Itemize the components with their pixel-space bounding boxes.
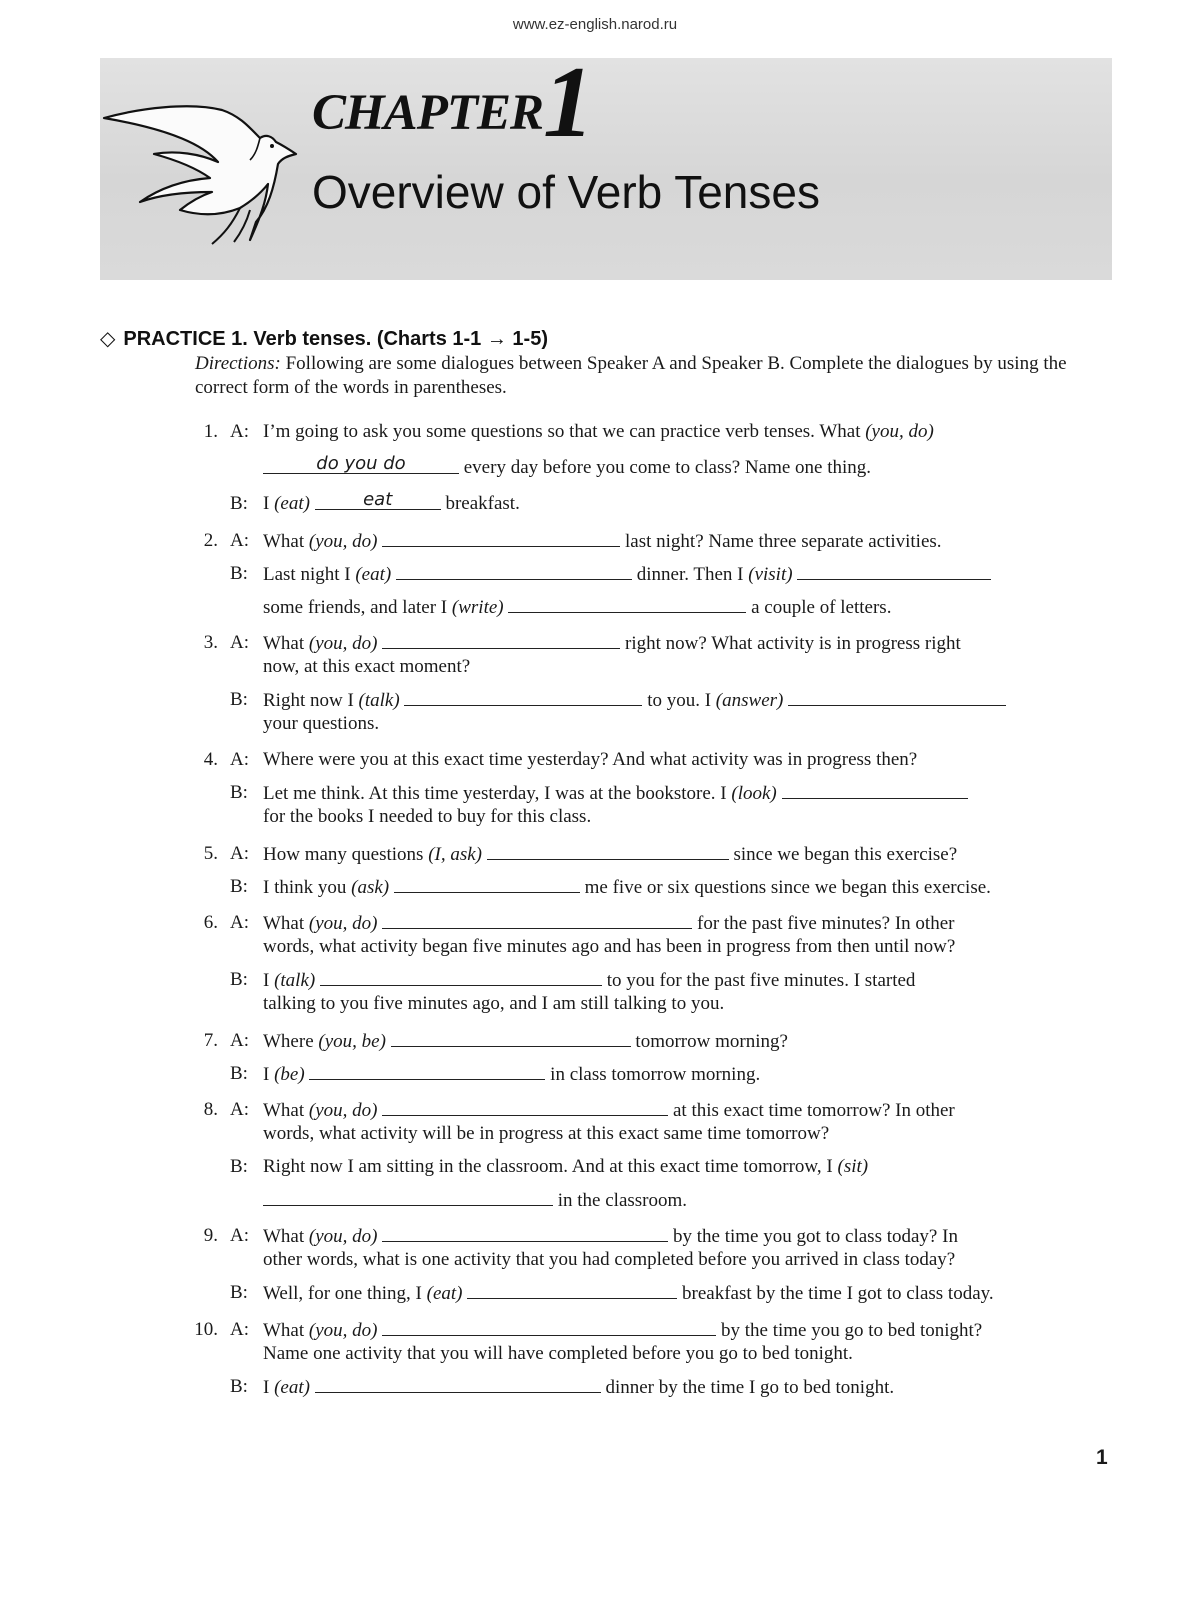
verb-cue: (eat) [274, 1377, 310, 1398]
item-text: tomorrow morning? [635, 1031, 788, 1052]
item-number: 3. [203, 632, 218, 653]
practice-number: PRACTICE 1. [123, 328, 248, 350]
item-text: dinner by the time I go to bed tonight. [605, 1377, 895, 1398]
item-line [263, 420, 1103, 444]
verb-cue: (you, do) [308, 633, 378, 654]
item-text: I’m going to ask you some questions so that we can practice verb tenses. What [263, 421, 861, 442]
item-text: Well, for one thing, I [263, 1283, 422, 1304]
speaker-b: B: [230, 689, 248, 710]
item-line [263, 562, 1103, 587]
item-line [263, 529, 1103, 554]
item-text: at this exact time tomorrow? In other [673, 1100, 955, 1121]
chapter-number: 1 [543, 46, 594, 159]
answer-blank[interactable] [382, 1318, 716, 1336]
verb-cue: (you, do) [308, 913, 378, 934]
item-text: breakfast. [445, 493, 520, 514]
item-text: What [263, 633, 305, 654]
item-text: I [263, 1064, 270, 1085]
answer-blank[interactable] [315, 1375, 601, 1393]
practice-subheading: Verb tenses. (Charts 1-1 → 1-5) [253, 328, 548, 350]
item-line [263, 1318, 1103, 1343]
verb-cue: (you, do) [308, 531, 378, 552]
item-text: What [263, 1100, 305, 1121]
item-line [263, 842, 1103, 867]
answer-blank[interactable] [309, 1062, 545, 1080]
speaker-a: A: [230, 632, 249, 653]
item-text: What [263, 913, 305, 934]
item-line [263, 1098, 1103, 1123]
item-line [263, 1281, 1103, 1306]
item-line [263, 1062, 1103, 1087]
verb-cue: (you, do) [308, 1226, 378, 1247]
speaker-a: A: [230, 1225, 249, 1246]
answer-blank[interactable] [263, 453, 459, 474]
item-number: 7. [203, 1030, 218, 1051]
item-number: 4. [203, 749, 218, 770]
item-line: Name one activity that you will have completed before you go to bed tonight. [263, 1343, 853, 1364]
answer-blank[interactable] [396, 562, 632, 580]
answer-blank[interactable] [508, 595, 746, 613]
practice-heading [100, 326, 548, 351]
item-text: Where [263, 1031, 314, 1052]
speaker-b: B: [230, 1376, 248, 1397]
answer-blank[interactable] [797, 562, 991, 580]
item-line: for the books I needed to buy for this class. [263, 806, 592, 827]
source-url: www.ez-english.narod.ru [512, 16, 678, 33]
item-text: me five or six questions since we began this exercise. [584, 877, 991, 898]
item-text: What [263, 531, 305, 552]
answer-blank[interactable] [382, 631, 620, 649]
speaker-b: B: [230, 1156, 248, 1177]
handwritten-answer: do you do [316, 453, 406, 474]
item-text: every day before you come to class? Name one thing. [463, 457, 872, 478]
verb-cue: (eat) [426, 1283, 463, 1304]
answer-blank[interactable] [382, 911, 692, 929]
item-text: I [263, 493, 270, 514]
item-line: words, what activity began five minutes ago and has been in progress from then until now? [263, 936, 956, 957]
answer-blank[interactable] [391, 1029, 631, 1047]
speaker-b: B: [230, 493, 248, 514]
item-line [263, 1155, 1103, 1179]
speaker-a: A: [230, 749, 249, 770]
answer-blank[interactable] [320, 968, 602, 986]
answer-blank[interactable] [382, 1098, 668, 1116]
item-line [263, 688, 1103, 713]
item-text: breakfast by the time I got to class today. [682, 1283, 994, 1304]
item-text: a couple of letters. [751, 597, 892, 618]
answer-blank[interactable] [788, 688, 1006, 706]
page-number: 1 [1096, 1446, 1108, 1469]
item-text: I [263, 970, 270, 991]
speaker-a: A: [230, 421, 249, 442]
answer-blank[interactable] [394, 875, 580, 893]
item-line: talking to you five minutes ago, and I am still talking to you. [263, 993, 725, 1014]
answer-blank[interactable] [315, 489, 441, 510]
verb-cue: (answer) [715, 690, 784, 711]
item-line [263, 1224, 1103, 1249]
item-text: by the time you go to bed tonight? [721, 1320, 983, 1341]
speaker-a: A: [230, 1319, 249, 1340]
diamond-icon: ◇ [100, 328, 116, 350]
speaker-a: A: [230, 912, 249, 933]
item-line [263, 911, 1103, 936]
answer-blank[interactable] [382, 529, 620, 547]
answer-blank[interactable] [263, 1188, 553, 1206]
item-text: What [263, 1320, 305, 1341]
item-line: Where were you at this exact time yesterday? And what activity was in progress then? [263, 749, 918, 770]
item-line: now, at this exact moment? [263, 656, 471, 677]
item-line [263, 489, 1103, 516]
verb-cue: (you, do) [308, 1320, 378, 1341]
item-text: in class tomorrow morning. [550, 1064, 761, 1085]
item-text: Right now I [263, 690, 354, 711]
speaker-b: B: [230, 563, 248, 584]
item-text: What [263, 1226, 305, 1247]
verb-cue: (sit) [837, 1156, 869, 1177]
item-text: I think you [263, 877, 347, 898]
item-line: your questions. [263, 713, 380, 734]
verb-cue: (talk) [274, 970, 316, 991]
verb-cue: (talk) [358, 690, 400, 711]
answer-blank[interactable] [487, 842, 729, 860]
item-number: 5. [203, 843, 218, 864]
verb-cue: (visit) [748, 564, 793, 585]
verb-cue: (you, do) [308, 1100, 378, 1121]
item-line [263, 1375, 1103, 1400]
speaker-b: B: [230, 876, 248, 897]
speaker-b: B: [230, 969, 248, 990]
item-line [263, 875, 1103, 900]
item-line [263, 1188, 1103, 1213]
item-text: I [263, 1377, 270, 1398]
chapter-label: CHAPTER [312, 85, 544, 141]
item-text: some friends, and later I [263, 597, 448, 618]
item-line [263, 631, 1103, 656]
speaker-a: A: [230, 843, 249, 864]
chapter-title: Overview of Verb Tenses [312, 166, 820, 218]
answer-blank[interactable] [782, 781, 968, 799]
item-line [263, 968, 1103, 993]
speaker-a: A: [230, 1030, 249, 1051]
item-line [263, 595, 1103, 620]
verb-cue: (you, do) [865, 421, 934, 442]
verb-cue: (look) [731, 783, 777, 804]
item-text: right now? What activity is in progress right [625, 633, 961, 654]
item-number: 9. [203, 1225, 218, 1246]
item-text: Right now I am sitting in the classroom. And at this exact time tomorrow, I [263, 1156, 833, 1177]
speaker-a: A: [230, 530, 249, 551]
verb-cue: (ask) [351, 877, 390, 898]
item-text: in the classroom. [557, 1190, 688, 1211]
bird-illustration [100, 98, 300, 246]
item-number: 6. [203, 912, 218, 933]
directions-text: Following are some dialogues between Speaker A and Speaker B. Complete the dialogues by using the correct form of the words in parentheses. [195, 353, 1067, 398]
item-text: to you. I [647, 690, 712, 711]
answer-blank[interactable] [382, 1224, 668, 1242]
speaker-b: B: [230, 1282, 248, 1303]
answer-blank[interactable] [404, 688, 642, 706]
directions-label: Directions: [195, 353, 281, 374]
item-text: How many questions [263, 844, 424, 865]
item-line [263, 1029, 1103, 1054]
handwritten-answer: eat [363, 489, 393, 510]
item-text: for the past five minutes? In other [697, 913, 955, 934]
item-line [263, 453, 1103, 480]
item-line [263, 781, 1103, 806]
item-number: 2. [203, 530, 218, 551]
speaker-a: A: [230, 1099, 249, 1120]
item-number: 10. [194, 1319, 218, 1340]
verb-cue: (eat) [274, 493, 310, 514]
item-text: Let me think. At this time yesterday, I was at the bookstore. I [263, 783, 727, 804]
answer-blank[interactable] [467, 1281, 677, 1299]
speaker-b: B: [230, 1063, 248, 1084]
speaker-b: B: [230, 782, 248, 803]
verb-cue: (be) [274, 1064, 305, 1085]
item-line: words, what activity will be in progress at this exact same time tomorrow? [263, 1123, 830, 1144]
item-number: 8. [203, 1099, 218, 1120]
item-text: dinner. Then I [636, 564, 744, 585]
item-text: last night? Name three separate activities. [625, 531, 942, 552]
item-text: to you for the past five minutes. I started [606, 970, 916, 991]
verb-cue: (write) [451, 597, 504, 618]
verb-cue: (you, be) [318, 1031, 386, 1052]
directions [195, 352, 1075, 400]
item-text: Last night I [263, 564, 351, 585]
item-line: other words, what is one activity that you had completed before you arrived in class today? [263, 1249, 956, 1270]
verb-cue: (I, ask) [428, 844, 482, 865]
item-text: by the time you got to class today? In [673, 1226, 958, 1247]
item-text: since we began this exercise? [733, 844, 958, 865]
item-number: 1. [203, 421, 218, 442]
verb-cue: (eat) [355, 564, 392, 585]
